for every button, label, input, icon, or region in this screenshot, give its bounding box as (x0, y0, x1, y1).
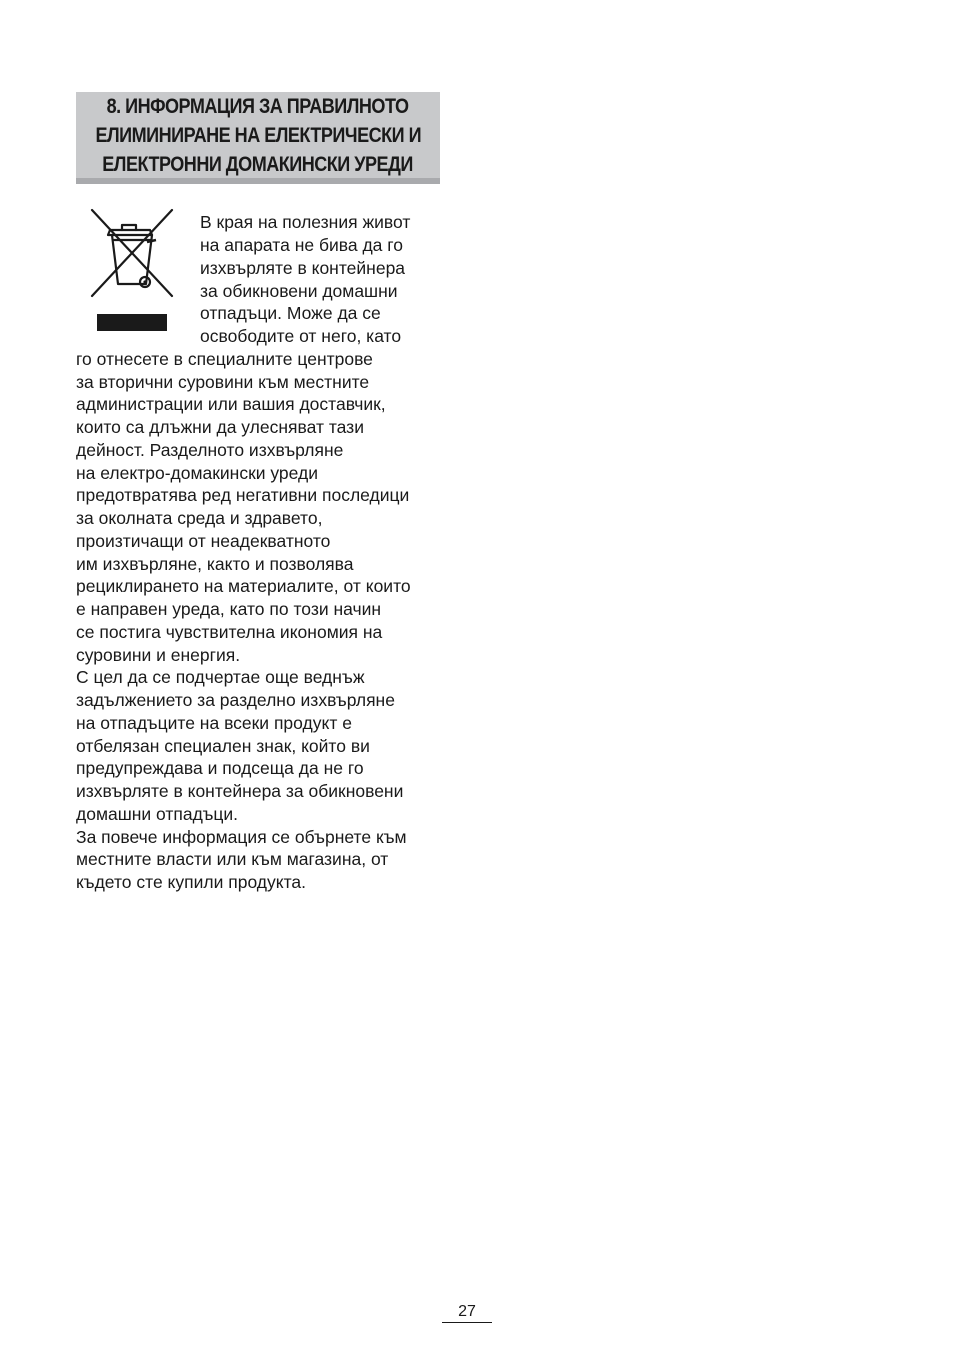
body-text-line: където сте купили продукта. (76, 872, 307, 892)
body-text-line: за околната среда и здравето, (76, 508, 323, 528)
body-text-line: произтичащи от неадекватното (76, 531, 331, 551)
section-title (76, 92, 440, 184)
body-text-line: предотвратява ред негативни последици (76, 485, 410, 505)
body-text-line: които са длъжни да улесняват тази (76, 417, 364, 437)
body-text-line: за вторични суровини към местните (76, 372, 370, 392)
body-text-line: на апарата не бива да го (200, 235, 403, 255)
body-text-line: на електро-домакински уреди (76, 463, 318, 483)
body-text-line: на отпадъците на всеки продукт е (76, 713, 352, 733)
body-text-line: суровини и енергия. (76, 645, 241, 665)
section-title-line: 8. ИНФОРМАЦИЯ ЗА ПРАВИЛНОТО (107, 94, 409, 118)
body-text-line: дейност. Разделното изхвърляне (76, 440, 344, 460)
body-text-line: предупреждава и подсеща да не го (76, 758, 364, 778)
body-text-line: задължението за разделно изхвърляне (76, 690, 395, 710)
section-title-line: ЕЛИМИНИРАНЕ НА ЕЛЕКТРИЧЕСКИ И (95, 123, 421, 147)
body-text-line: С цел да се подчертае още веднъж (76, 667, 365, 687)
body-text-line: изхвърляте в контейнера (200, 258, 406, 278)
body-text-line: За повече информация се обърнете към (76, 827, 407, 847)
body-text-line: администрации или вашия доставчик, (76, 394, 386, 414)
body-text-line: рециклирането на материалите, от които (76, 576, 411, 596)
body-text-line: домашни отпадъци. (76, 804, 239, 824)
body-text-line: за обикновени домашни (200, 281, 398, 301)
section-title-line: ЕЛЕКТРОННИ ДОМАКИНСКИ УРЕДИ (102, 152, 414, 176)
page-number: 27 (458, 1303, 476, 1320)
body-text-line: отбелязан специален знак, който ви (76, 736, 370, 756)
body-text-line: местните власти или към магазина, от (76, 849, 389, 869)
body-text-line: изхвърляте в контейнера за обикновени (76, 781, 404, 801)
page-number-rule (442, 1322, 492, 1323)
body-text-line: отпадъци. Може да се (200, 303, 381, 323)
body-text-line: им изхвърляне, както и позволява (76, 554, 354, 574)
body-text-line: се постига чувствителна икономия на (76, 622, 383, 642)
body-text-line: го отнесете в специалните центрове (76, 349, 373, 369)
body-text-line: В края на полезния живот (200, 212, 411, 232)
body-text-line: е направен уреда, като по този начин (76, 599, 382, 619)
body-text-line: освободите от него, като (200, 326, 402, 346)
crossed-out-wheelie-bin-icon (90, 208, 174, 334)
